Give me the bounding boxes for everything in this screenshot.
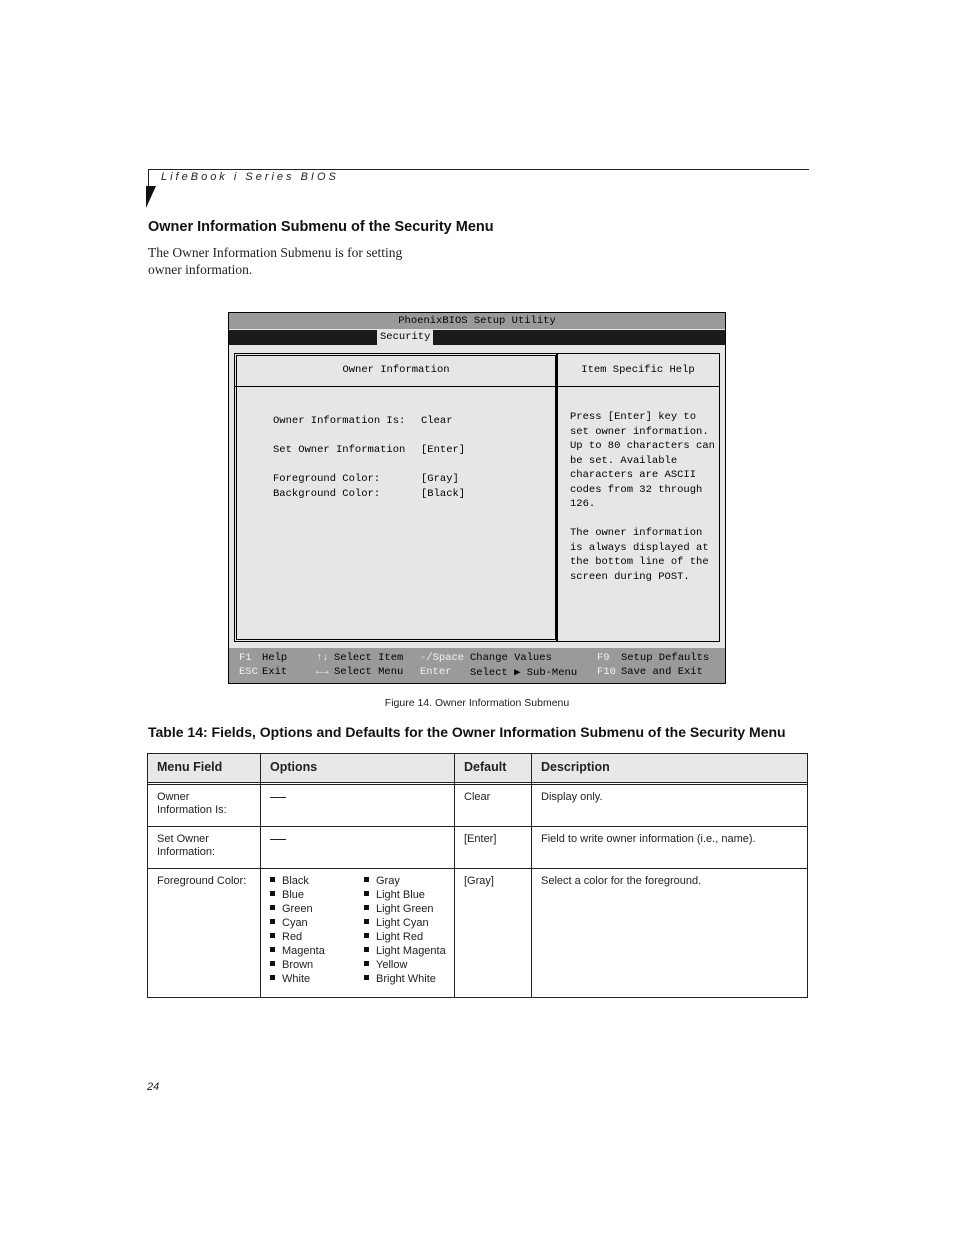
intro-line-1: The Owner Information Submenu is for setting	[148, 245, 403, 260]
options-table	[147, 753, 808, 998]
key-updown-label: Select Item	[334, 652, 404, 664]
header-tab-marker	[146, 186, 156, 208]
key-enter: Enter	[420, 666, 452, 678]
row-divider	[148, 868, 807, 869]
key-leftright-label: Select Menu	[334, 666, 404, 678]
row1-field-line2: Information Is:	[157, 804, 227, 816]
key-updown: ↑↓	[316, 652, 329, 664]
key-f9: F9	[597, 652, 610, 664]
list-item: Red	[270, 930, 302, 944]
table-title: Table 14: Fields, Options and Defaults for the Owner Information Submenu of the Security Menu	[148, 724, 786, 740]
list-item: Bright White	[364, 972, 436, 986]
row1-options-dash	[270, 797, 286, 798]
header-menu-field: Menu Field	[157, 760, 223, 774]
list-item: Light Blue	[364, 888, 425, 902]
col-divider	[531, 754, 532, 997]
field-foreground-color-value[interactable]: [Gray]	[421, 473, 459, 485]
header-rule-vertical	[148, 169, 149, 186]
help-panel-heading: Item Specific Help	[557, 354, 719, 387]
key-f1: F1	[239, 652, 252, 664]
col-divider	[260, 754, 261, 997]
list-item: Magenta	[270, 944, 325, 958]
field-background-color-value[interactable]: [Black]	[421, 488, 466, 500]
header-default: Default	[464, 760, 507, 774]
intro-line-2: owner information.	[148, 262, 253, 277]
row-divider	[148, 826, 807, 827]
key-leftright: ←→	[316, 666, 329, 678]
field-owner-info-is-label: Owner Information Is:	[273, 415, 406, 427]
header-description: Description	[541, 760, 610, 774]
key-f1-label: Help	[262, 652, 288, 664]
key-space: -/Space	[420, 652, 465, 664]
list-item: Light Magenta	[364, 944, 446, 958]
list-item: Green	[270, 902, 313, 916]
row2-description: Field to write owner information (i.e., name).	[541, 833, 756, 845]
key-f10: F10	[597, 666, 616, 678]
field-set-owner-info-label[interactable]: Set Owner Information	[273, 444, 406, 456]
list-item: Brown	[270, 958, 313, 972]
bios-menu-bar	[229, 330, 725, 345]
row3-default: [Gray]	[464, 875, 494, 887]
page-number: 24	[147, 1081, 160, 1093]
header-options: Options	[270, 760, 318, 774]
list-item: Gray	[364, 874, 400, 888]
list-item: Light Cyan	[364, 916, 429, 930]
key-f9-label: Setup Defaults	[621, 652, 710, 664]
bios-main-panel	[234, 353, 558, 642]
row2-field-line1: Set Owner	[157, 833, 209, 845]
list-item: Light Green	[364, 902, 433, 916]
bios-footer	[229, 648, 725, 683]
list-item: Light Red	[364, 930, 423, 944]
table-row	[157, 791, 227, 817]
section-title: Owner Information Submenu of the Security Menu	[148, 219, 494, 235]
field-background-color-label[interactable]: Background Color:	[273, 488, 381, 500]
field-owner-info-is-value: Clear	[421, 415, 453, 427]
header-double-rule	[148, 784, 807, 785]
col-divider	[454, 754, 455, 997]
key-esc-label: Exit	[262, 666, 288, 678]
row2-options-dash	[270, 839, 286, 840]
running-header-title: LifeBook i Series BIOS	[161, 171, 339, 183]
list-item: Yellow	[364, 958, 407, 972]
list-item: White	[270, 972, 310, 986]
field-foreground-color-label[interactable]: Foreground Color:	[273, 473, 381, 485]
main-panel-heading: Owner Information	[235, 354, 557, 387]
row1-description: Display only.	[541, 791, 603, 803]
tab-security[interactable]: Security	[377, 330, 433, 345]
bios-title: PhoenixBIOS Setup Utility	[229, 313, 725, 329]
header-rule	[148, 169, 809, 170]
list-item: Black	[270, 874, 309, 888]
key-space-label: Change Values	[470, 652, 552, 664]
key-esc: ESC	[239, 666, 258, 678]
row3-field: Foreground Color:	[157, 875, 247, 887]
list-item: Cyan	[270, 916, 308, 930]
help-text: Press [Enter] key to set owner information. Up to 80 characters can be set. Available characters are ASCII codes from 32 through 126. The owner information is always displayed at the bottom line of the screen during POST.	[570, 411, 715, 583]
key-f10-label: Save and Exit	[621, 666, 703, 678]
key-enter-label: Select ▶ Sub-Menu	[470, 667, 578, 679]
row1-default: Clear	[464, 791, 491, 803]
row1-field-line1: Owner	[157, 791, 190, 803]
section-intro	[148, 244, 438, 278]
row3-description: Select a color for the foreground.	[541, 875, 702, 887]
field-set-owner-info-value[interactable]: [Enter]	[421, 444, 466, 456]
figure-caption: Figure 14. Owner Information Submenu	[384, 697, 570, 709]
row2-field-line2: Information:	[157, 846, 216, 858]
row2-default: [Enter]	[464, 833, 497, 845]
bios-screen	[228, 312, 726, 684]
table-row	[157, 833, 215, 859]
bios-help-panel	[556, 353, 720, 642]
list-item: Blue	[270, 888, 304, 902]
